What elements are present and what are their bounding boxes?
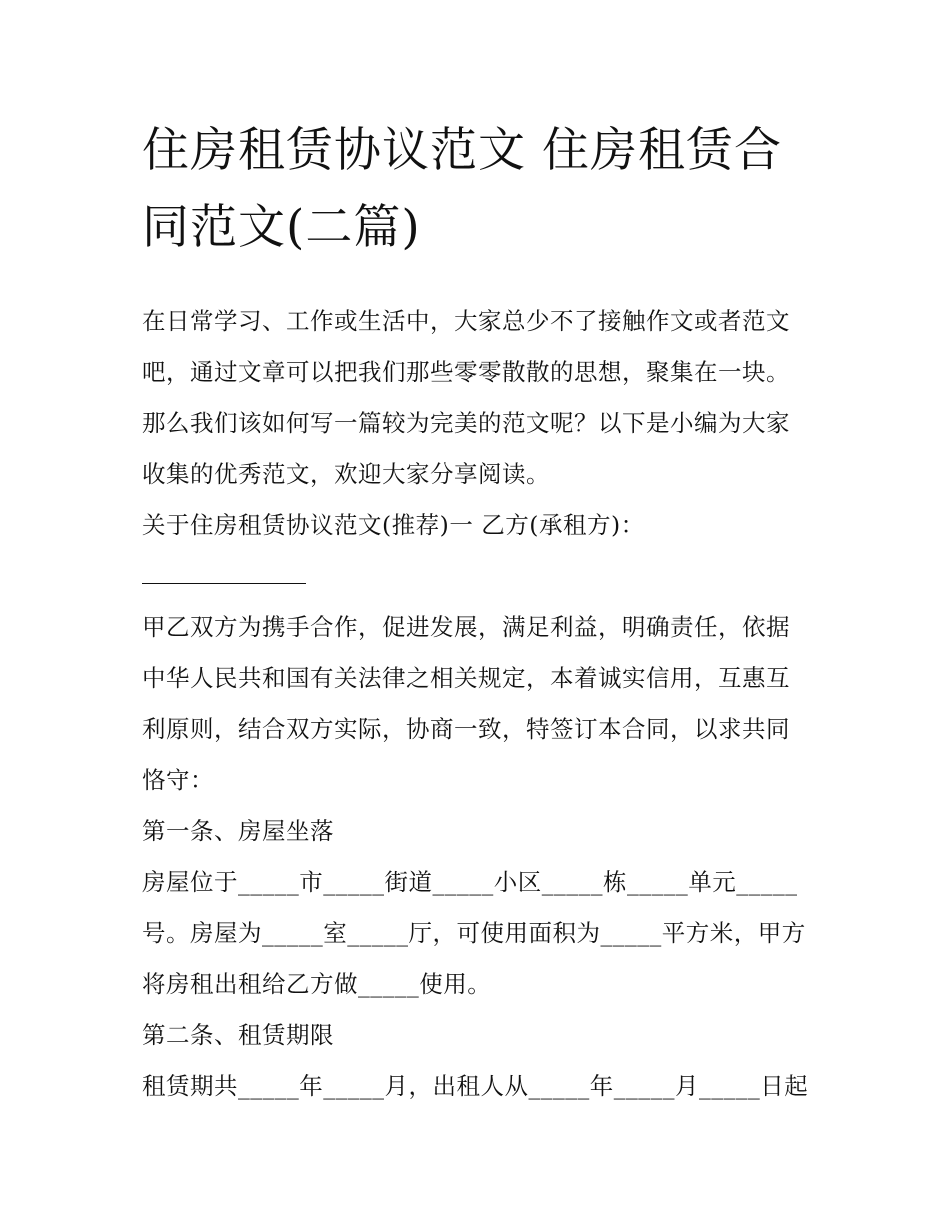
agreement-heading [142,500,822,551]
article-heading-text: 第二条、租赁期限 [142,1021,334,1049]
article-1-body [142,857,822,1010]
document-title [142,112,822,266]
preamble-line: 中华人民共和国有关法律之相关规定，本着诚实信用，互惠互 [142,664,790,692]
agreement-heading-text: 关于住房租赁协议范文(推荐)一 乙方(承租方)： [142,511,645,539]
title-line: 同范文(二篇) [142,200,421,255]
intro-line: 收集的优秀范文，欢迎大家分享阅读。 [142,460,550,488]
intro-line: 吧，通过文章可以把我们那些零零散散的思想，聚集在一块。 [142,358,790,386]
article-line: 房屋位于_____市_____街道_____小区_____栋_____单元_____ [142,868,798,896]
article-line: 将房租出租给乙方做_____使用。 [142,970,492,998]
intro-line: 那么我们该如何写一篇较为完美的范文呢？以下是小编为大家 [142,409,790,437]
article-2-heading [142,1010,822,1061]
intro-paragraph [142,296,822,500]
preamble-line: 恪守： [142,766,214,794]
article-2-body [142,1061,822,1112]
signature-blank-row [142,551,822,602]
preamble-line: 利原则，结合双方实际，协商一致，特签订本合同，以求共同 [142,715,790,743]
article-line: 租赁期共_____年_____月，出租人从_____年_____月_____日起 [142,1072,809,1100]
intro-line: 在日常学习、工作或生活中，大家总少不了接触作文或者范文 [142,307,790,335]
document-body [142,112,822,1112]
signature-blank-line [142,561,306,584]
preamble-paragraph [142,602,822,806]
article-heading-text: 第一条、房屋坐落 [142,817,334,845]
article-line: 号。房屋为_____室_____厅，可使用面积为_____平方米，甲方 [142,919,806,947]
preamble-line: 甲乙双方为携手合作，促进发展，满足利益，明确责任，依据 [142,613,790,641]
title-line: 住房租赁协议范文 住房租赁合 [142,123,782,178]
article-1-heading [142,806,822,857]
